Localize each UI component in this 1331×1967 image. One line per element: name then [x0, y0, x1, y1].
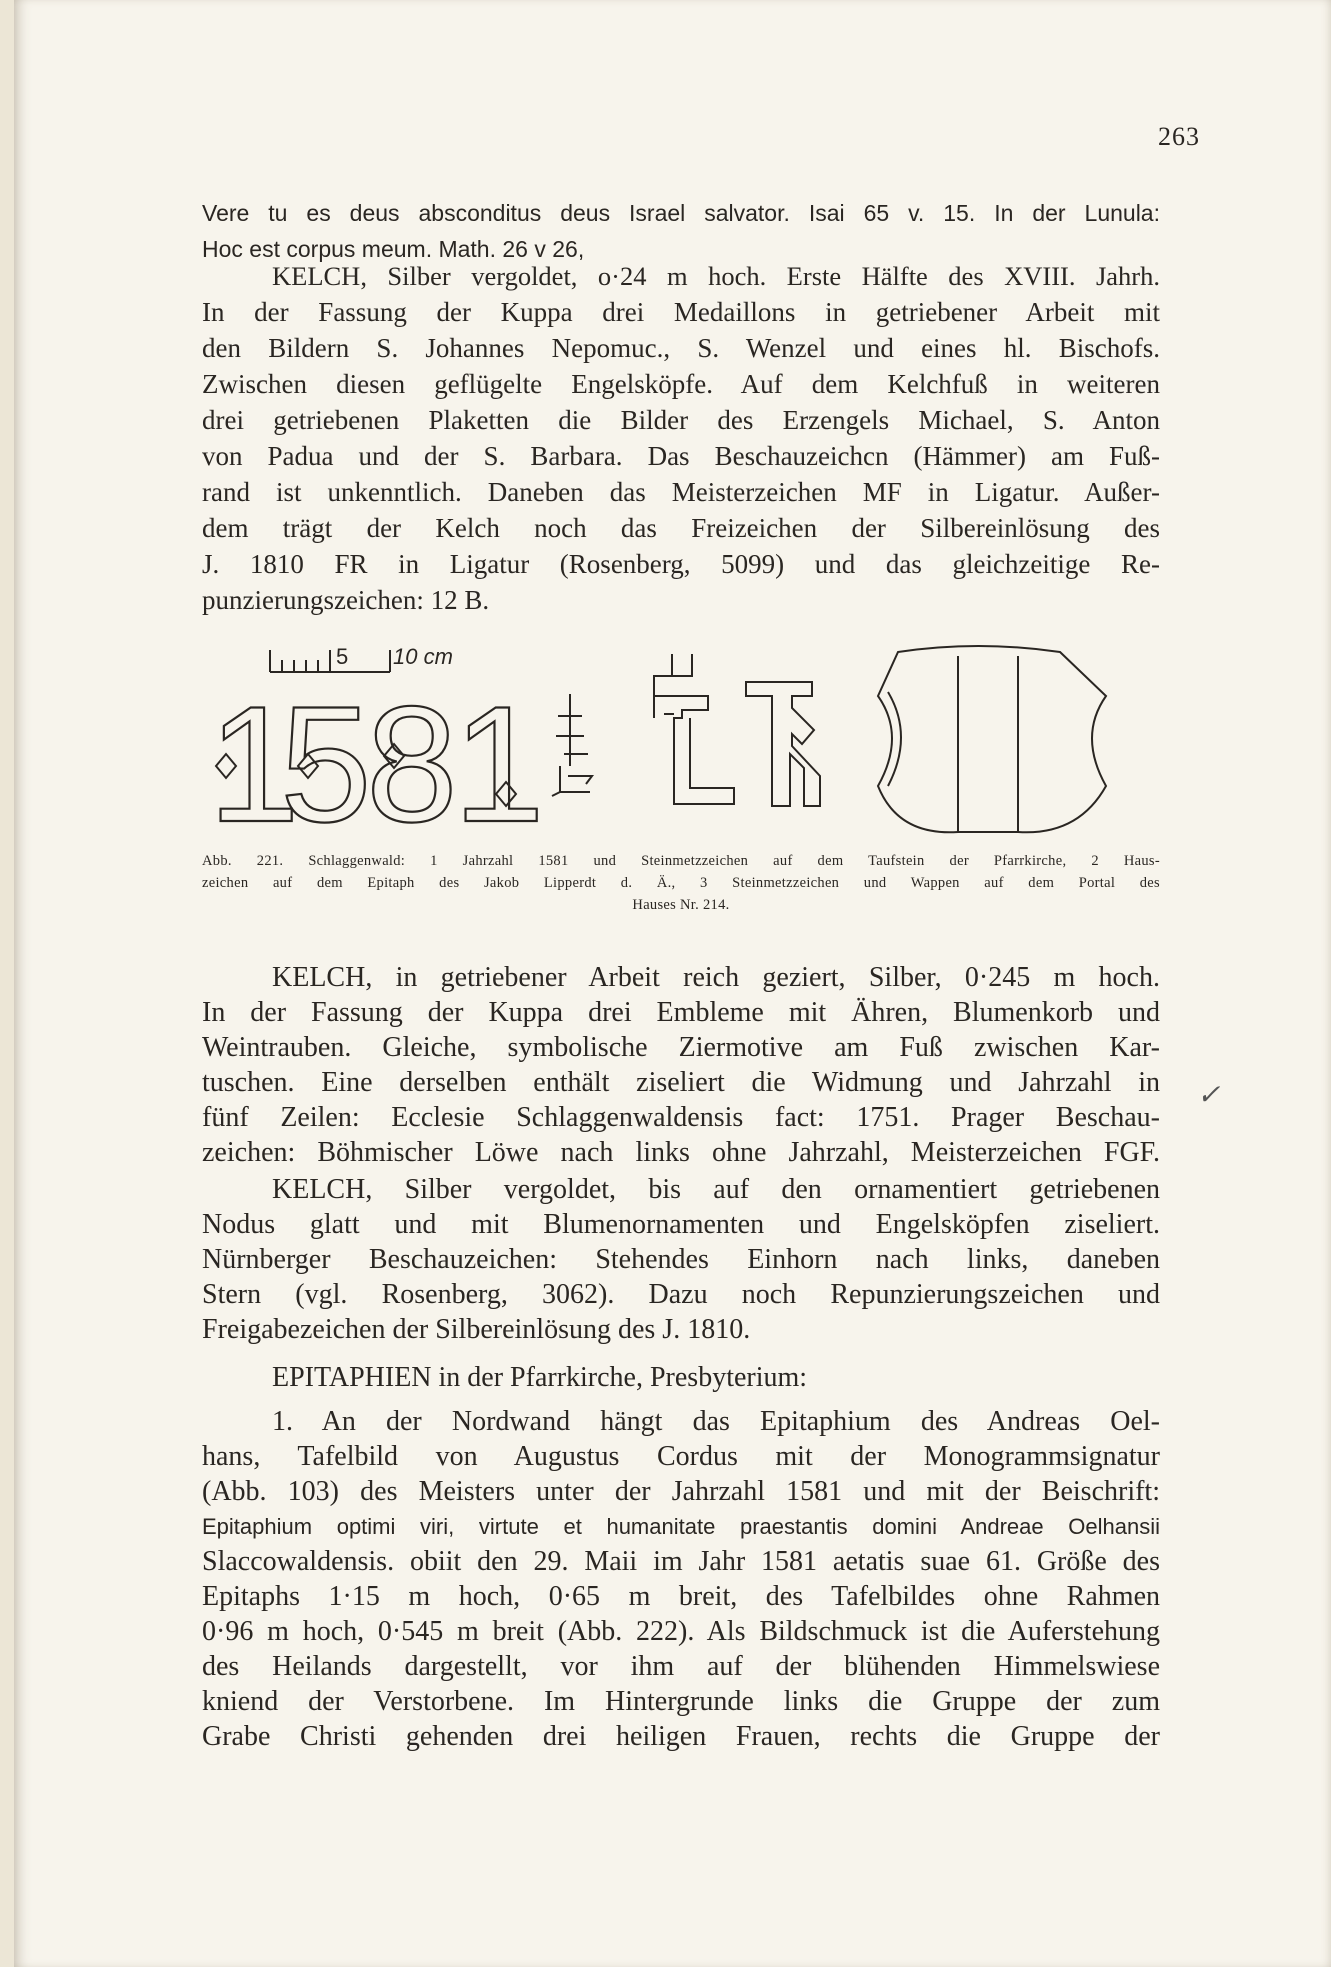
- house-mark-2: [654, 654, 734, 804]
- text-line: Slaccowaldensis. obiit den 29. Maii im Jahr 1581 aetatis suae 61. Größe des: [202, 1546, 1160, 1577]
- figure-mason-marks: [198, 636, 1158, 841]
- text-line: den Bildern S. Johannes Nepomuc., S. Wenzel und eines hl. Bischofs.: [202, 333, 1160, 363]
- text-line: zeichen: Böhmischer Löwe nach links ohne Jahrzahl, Meisterzeichen FGF.: [202, 1137, 1160, 1168]
- text-line: Nürnberger Beschauzeichen: Stehendes Einhorn nach links, daneben: [202, 1244, 1160, 1275]
- scale-label-10cm: 10 cm: [393, 644, 453, 669]
- text-line: In der Fassung der Kuppa drei Embleme mit Ähren, Blumenkorb und: [202, 997, 1160, 1028]
- text-line: Vere tu es deus absconditus deus Israel salvator. Isai 65 v. 15. In der Lunula:: [202, 200, 1160, 226]
- caption-line: Hauses Nr. 214.: [632, 897, 730, 913]
- text-line: hans, Tafelbild von Augustus Cordus mit der Monogrammsignatur: [202, 1441, 1160, 1472]
- text-line: Zwischen diesen geflügelte Engelsköpfe. Auf dem Kelchfuß in weiteren: [202, 369, 1160, 399]
- page-number: 263: [1158, 122, 1200, 151]
- text-line: punzierungszeichen: 12 B.: [202, 585, 490, 615]
- text-line: (Abb. 103) des Meisters unter der Jahrzahl 1581 und mit der Beischrift:: [202, 1476, 1160, 1507]
- text-line: kniend der Verstorbene. Im Hintergrunde links die Gruppe der zum: [202, 1686, 1160, 1717]
- paragraph-kelch-2: [202, 960, 1160, 1170]
- text-line: fünf Zeilen: Ecclesie Schlaggenwaldensis fact: 1751. Prager Beschau-: [202, 1102, 1160, 1133]
- year-digit: 8: [366, 672, 458, 841]
- text-line: Grabe Christi gehenden drei heiligen Frauen, rechts die Gruppe der: [202, 1721, 1160, 1752]
- text-line: In der Fassung der Kuppa drei Medaillons in getriebener Arbeit mit: [202, 297, 1160, 327]
- text-line: Epitaphs 1·15 m hoch, 0·65 m breit, des Tafelbildes ohne Rahmen: [202, 1581, 1160, 1612]
- margin-check-mark: ✓: [1197, 1080, 1221, 1111]
- mason-mark-3: [746, 682, 820, 806]
- text-line: von Padua und der S. Barbara. Das Beschauzeichcn (Hämmer) am Fuß-: [202, 441, 1160, 471]
- text-line: des Heilands dargestellt, vor ihm auf der blühenden Himmelswiese: [202, 1651, 1160, 1682]
- paragraph-kelch-3: [202, 1172, 1160, 1347]
- paragraph-intro: [202, 195, 1160, 267]
- text-line: rand ist unkenntlich. Daneben das Meisterzeichen MF in Ligatur. Außer-: [202, 477, 1160, 507]
- text-line: drei getriebenen Plaketten die Bilder des Erzengels Michael, S. Anton: [202, 405, 1160, 435]
- paragraph-kelch-1: [202, 258, 1160, 618]
- text-line: 0·96 m hoch, 0·545 m breit (Abb. 222). Als Bildschmuck ist die Auferstehung: [202, 1616, 1160, 1647]
- mason-mark-1: [552, 694, 592, 796]
- text-line: 1. An der Nordwand hängt das Epitaphium des Andreas Oel-: [272, 1406, 1160, 1437]
- coat-of-arms: [878, 646, 1106, 832]
- scale-label-5: 5: [336, 644, 349, 669]
- text-line: J. 1810 FR in Ligatur (Rosenberg, 5099) und das gleichzeitige Re-: [202, 549, 1160, 579]
- caption-line: zeichen auf dem Epitaph des Jakob Lipperdt d. Ä., 3 Steinmetzzeichen und Wappen auf dem Portal des: [202, 875, 1160, 891]
- heading-epitaphien: [202, 1360, 1160, 1395]
- scale-bar: [270, 644, 453, 672]
- text-line: Hoc est corpus meum. Math. 26 v 26,: [202, 236, 585, 262]
- caption-line: Abb. 221. Schlaggenwald: 1 Jahrzahl 1581 und Steinmetzzeichen auf dem Taufstein der Pfarrkirche, 2 Haus-: [202, 853, 1160, 869]
- text-line: KELCH, Silber vergoldet, o·24 m hoch. Erste Hälfte des XVIII. Jahrh.: [272, 261, 1160, 291]
- year-digit: 1: [208, 672, 300, 841]
- year-digit: 1: [453, 672, 545, 841]
- year-digit: 5: [280, 672, 372, 841]
- paragraph-epitaph: [202, 1404, 1160, 1754]
- year-1581-inscription: [208, 672, 545, 841]
- text-line: Epitaphium optimi viri, virtute et humanitate praestantis domini Andreae Oelhansii: [202, 1514, 1160, 1539]
- text-line: dem trägt der Kelch noch das Freizeichen der Silbereinlösung des: [202, 513, 1160, 543]
- text-line: Weintrauben. Gleiche, symbolische Ziermotive am Fuß zwischen Kar-: [202, 1032, 1160, 1063]
- text-line: KELCH, Silber vergoldet, bis auf den ornamentiert getriebenen: [272, 1174, 1160, 1205]
- text-line: EPITAPHIEN in der Pfarrkirche, Presbyterium:: [272, 1362, 808, 1393]
- text-line: tuschen. Eine derselben enthält ziseliert die Widmung und Jahrzahl in: [202, 1067, 1160, 1098]
- figure-caption: [202, 850, 1160, 916]
- text-line: Nodus glatt und mit Blumenornamenten und Engelsköpfen ziseliert.: [202, 1209, 1160, 1240]
- text-line: Stern (vgl. Rosenberg, 3062). Dazu noch Repunzierungszeichen und: [202, 1279, 1160, 1310]
- text-line: KELCH, in getriebener Arbeit reich geziert, Silber, 0·245 m hoch.: [272, 962, 1160, 993]
- text-line: Freigabezeichen der Silbereinlösung des J. 1810.: [202, 1314, 751, 1345]
